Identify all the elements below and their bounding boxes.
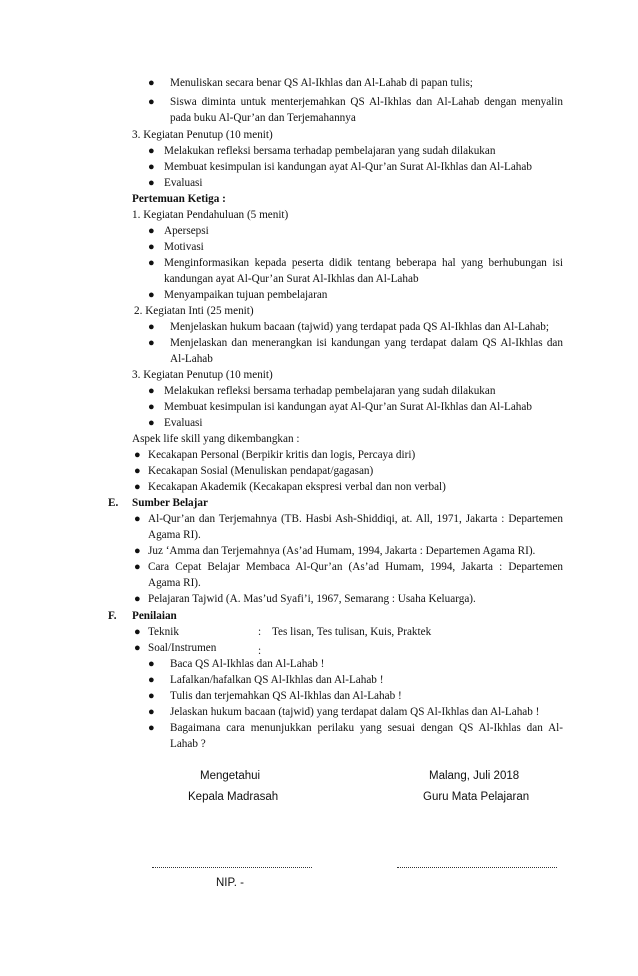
section-heading: Aspek life skill yang dikembangkan :	[132, 433, 300, 445]
list-item: Menjelaskan dan menerangkan isi kandungan yang terdapat dalam QS Al-Ikhlas dan	[170, 337, 563, 349]
signature-line-right	[397, 866, 557, 868]
list-item: Kecakapan Sosial (Menuliskan pendapat/gagasan)	[148, 465, 374, 477]
list-item: Menyampaikan tujuan pembelajaran	[164, 289, 328, 301]
bullet-icon: ●	[148, 722, 155, 734]
bullet-icon: ●	[148, 289, 155, 301]
list-item: Apersepsi	[164, 225, 209, 237]
list-item: Kecakapan Akademik (Kecakapan ekspresi verbal dan non verbal)	[148, 481, 446, 493]
list-item: Evaluasi	[164, 417, 203, 429]
section-letter: E.	[108, 497, 119, 509]
section-title: 3. Kegiatan Penutup (10 menit)	[132, 129, 273, 141]
teknik-colon: :	[258, 626, 262, 638]
list-item: Melakukan refleksi bersama terhadap pembelajaran yang sudah dilakukan	[164, 145, 496, 157]
signature-left-role: Kepala Madrasah	[188, 791, 279, 803]
bullet-icon: ●	[134, 449, 141, 461]
bullet-icon: ●	[148, 674, 155, 686]
section-title: 2. Kegiatan Inti (25 menit)	[134, 305, 254, 317]
section-title: 3. Kegiatan Penutup (10 menit)	[132, 369, 273, 381]
bullet-icon: ●	[148, 161, 155, 173]
list-item-continuation: kandungan ayat Al-Qur’an Surat Al-Ikhlas dan Al-Lahab	[164, 273, 419, 285]
signature-line-left	[152, 866, 312, 868]
nip-label: NIP. -	[216, 877, 244, 889]
list-item-continuation: Agama RI).	[148, 529, 201, 541]
section-letter: F.	[108, 610, 117, 622]
bullet-icon: ●	[134, 545, 141, 557]
teknik-value: Tes lisan, Tes tulisan, Kuis, Praktek	[272, 626, 432, 638]
bullet-icon: ●	[148, 321, 155, 333]
bullet-icon: ●	[148, 385, 155, 397]
bullet-icon: ●	[134, 561, 141, 573]
bullet-icon: ●	[148, 401, 155, 413]
list-item: Siswa diminta untuk menterjemahkan QS Al-Ikhlas dan Al-Lahab dengan menyalin	[170, 96, 563, 108]
bullet-icon: ●	[148, 96, 155, 108]
bullet-icon: ●	[148, 257, 155, 269]
signature-left-title: Mengetahui	[200, 770, 261, 782]
signature-right-role: Guru Mata Pelajaran	[423, 791, 530, 803]
soal-colon: :	[258, 645, 262, 657]
bullet-icon: ●	[134, 642, 141, 654]
section-title: Penilaian	[132, 610, 177, 622]
bullet-icon: ●	[148, 706, 155, 718]
list-item: Jelaskan hukum bacaan (tajwid) yang terdapat dalam QS Al-Ikhlas dan Al-Lahab !	[170, 706, 540, 718]
section-title: 1. Kegiatan Pendahuluan (5 menit)	[132, 209, 289, 221]
bullet-icon: ●	[134, 513, 141, 525]
list-item: Motivasi	[164, 241, 204, 253]
list-item-continuation: Lahab ?	[170, 738, 206, 750]
list-item: Pelajaran Tajwid (A. Mas’ud Syafi’i, 1967, Semarang : Usaha Keluarga).	[148, 593, 476, 605]
list-item-continuation: Agama RI).	[148, 577, 201, 589]
section-title: Sumber Belajar	[132, 497, 208, 509]
list-item: Evaluasi	[164, 177, 203, 189]
bullet-icon: ●	[134, 481, 141, 493]
bullet-icon: ●	[148, 225, 155, 237]
bullet-icon: ●	[134, 465, 141, 477]
bullet-icon: ●	[148, 177, 155, 189]
list-item: Melakukan refleksi bersama terhadap pembelajaran yang sudah dilakukan	[164, 385, 496, 397]
list-item: Membuat kesimpulan isi kandungan ayat Al-Qur’an Surat Al-Ikhlas dan Al-Lahab	[164, 161, 532, 173]
list-item: Membuat kesimpulan isi kandungan ayat Al-Qur’an Surat Al-Ikhlas dan Al-Lahab	[164, 401, 532, 413]
list-item-continuation: Al-Lahab	[170, 353, 213, 365]
list-item: Al-Qur’an dan Terjemahnya (TB. Hasbi Ash-Shiddiqi, at. All, 1971, Jakarta : Departemen	[148, 513, 563, 525]
list-item: Kecakapan Personal (Berpikir kritis dan logis, Percaya diri)	[148, 449, 416, 461]
list-item: Menginformasikan kepada peserta didik tentang beberapa hal yang berhubungan isi	[164, 257, 563, 269]
bullet-icon: ●	[148, 77, 155, 89]
list-item: Menjelaskan hukum bacaan (tajwid) yang terdapat pada QS Al-Ikhlas dan Al-Lahab;	[170, 321, 550, 333]
bullet-icon: ●	[148, 241, 155, 253]
bullet-icon: ●	[148, 690, 155, 702]
bullet-icon: ●	[148, 417, 155, 429]
list-item: Tulis dan terjemahkan QS Al-Ikhlas dan Al-Lahab !	[170, 690, 402, 702]
list-item: Menuliskan secara benar QS Al-Ikhlas dan Al-Lahab di papan tulis;	[170, 77, 473, 89]
list-item: Cara Cepat Belajar Membaca Al-Qur’an (As’ad Humam, 1994, Jakarta : Departemen	[148, 561, 563, 573]
list-item: Baca QS Al-Ikhlas dan Al-Lahab !	[170, 658, 325, 670]
section-heading: Pertemuan Ketiga :	[132, 193, 226, 205]
bullet-icon: ●	[148, 658, 155, 670]
bullet-icon: ●	[134, 626, 141, 638]
soal-label: Soal/Instrumen	[148, 642, 217, 654]
list-item: Bagaimana cara menunjukkan perilaku yang sesuai dengan QS Al-Ikhlas dan Al-	[170, 722, 563, 734]
teknik-label: Teknik	[148, 626, 179, 638]
list-item: Juz ‘Amma dan Terjemahnya (As’ad Humam, 1994, Jakarta : Departemen Agama RI).	[148, 545, 536, 557]
list-item-continuation: pada buku Al-Qur’an dan Terjemahannya	[170, 112, 356, 124]
bullet-icon: ●	[148, 145, 155, 157]
signature-right-date: Malang, Juli 2018	[429, 770, 520, 782]
bullet-icon: ●	[134, 593, 141, 605]
bullet-icon: ●	[148, 337, 155, 349]
list-item: Lafalkan/hafalkan QS Al-Ikhlas dan Al-Lahab !	[170, 674, 384, 686]
